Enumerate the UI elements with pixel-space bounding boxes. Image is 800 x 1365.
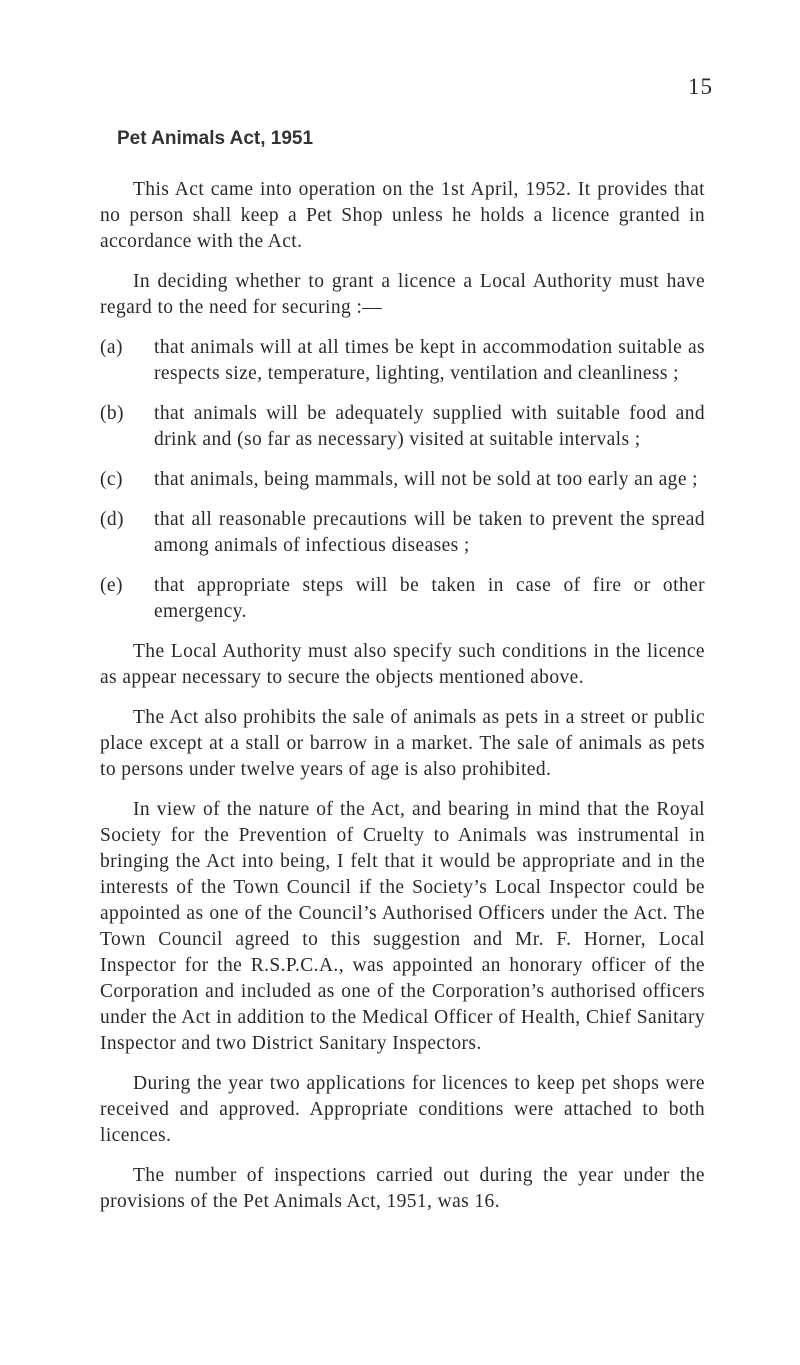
list-item-text: that animals will at all times be kept in accommodation suitable as respects size, temperature, lighting, ventilation and cleanliness ; xyxy=(154,337,705,384)
section-heading: Pet Animals Act, 1951 xyxy=(117,128,314,149)
intro-paragraph-2: In deciding whether to grant a licence a Local Authority must have regard to the need for securing :— xyxy=(100,271,705,318)
list-item-marker: (b) xyxy=(100,403,124,424)
document-body xyxy=(100,177,705,1215)
list-item xyxy=(100,573,705,625)
paragraph-rspca-inspector: In view of the nature of the Act, and bearing in mind that the Royal Society for the Prevention of Cruelty to Animals was instrumental in bringing the Act into being, I felt that it would be appropriate and in the interests of the Town Council if the Society’s Local Inspector could be appointed as one of the Council’s Authorised Officers under the Act. The Town Council agreed to this suggestion and Mr. F. Horner, Local Inspector for the R.S.P.C.A., was appointed an honorary officer of the Corporation and included as one of the Corporation’s authorised officers under the Act in addition to the Medical Officer of Health, Chief Sanitary Inspector and two District Sanitary Inspectors. xyxy=(100,799,705,1054)
list-item-text: that appropriate steps will be taken in case of fire or other emergency. xyxy=(154,575,705,622)
list-item xyxy=(100,335,705,387)
list-item-text: that animals, being mammals, will not be sold at too early an age ; xyxy=(154,469,698,490)
paragraph-sale-prohibition: The Act also prohibits the sale of animals as pets in a street or public place except at a stall or barrow in a market. The sale of animals as pets to persons under twelve years of age is also prohibited. xyxy=(100,707,705,780)
page-number: 15 xyxy=(688,74,713,99)
intro-paragraph-1: This Act came into operation on the 1st April, 1952. It provides that no person shall keep a Pet Shop unless he holds a licence granted in accordance with the Act. xyxy=(100,179,705,252)
list-item xyxy=(100,507,705,559)
list-item-text: that all reasonable precautions will be taken to prevent the spread among animals of infectious diseases ; xyxy=(154,509,705,556)
list-item-text: that animals will be adequately supplied with suitable food and drink and (so far as necessary) visited at suitable intervals ; xyxy=(154,403,705,450)
paragraph-inspections: The number of inspections carried out during the year under the provisions of the Pet Animals Act, 1951, was 16. xyxy=(100,1165,705,1212)
list-item-marker: (a) xyxy=(100,337,123,358)
list-item-marker: (c) xyxy=(100,469,123,490)
list-item-marker: (e) xyxy=(100,575,123,596)
paragraph-conditions: The Local Authority must also specify such conditions in the licence as appear necessary to secure the objects mentioned above. xyxy=(100,641,705,688)
list-item-marker: (d) xyxy=(100,509,124,530)
conditions-list xyxy=(100,335,705,625)
paragraph-licence-applications: During the year two applications for licences to keep pet shops were received and approved. Appropriate conditions were attached to both licences. xyxy=(100,1073,705,1146)
list-item xyxy=(100,401,705,453)
list-item xyxy=(100,467,705,493)
